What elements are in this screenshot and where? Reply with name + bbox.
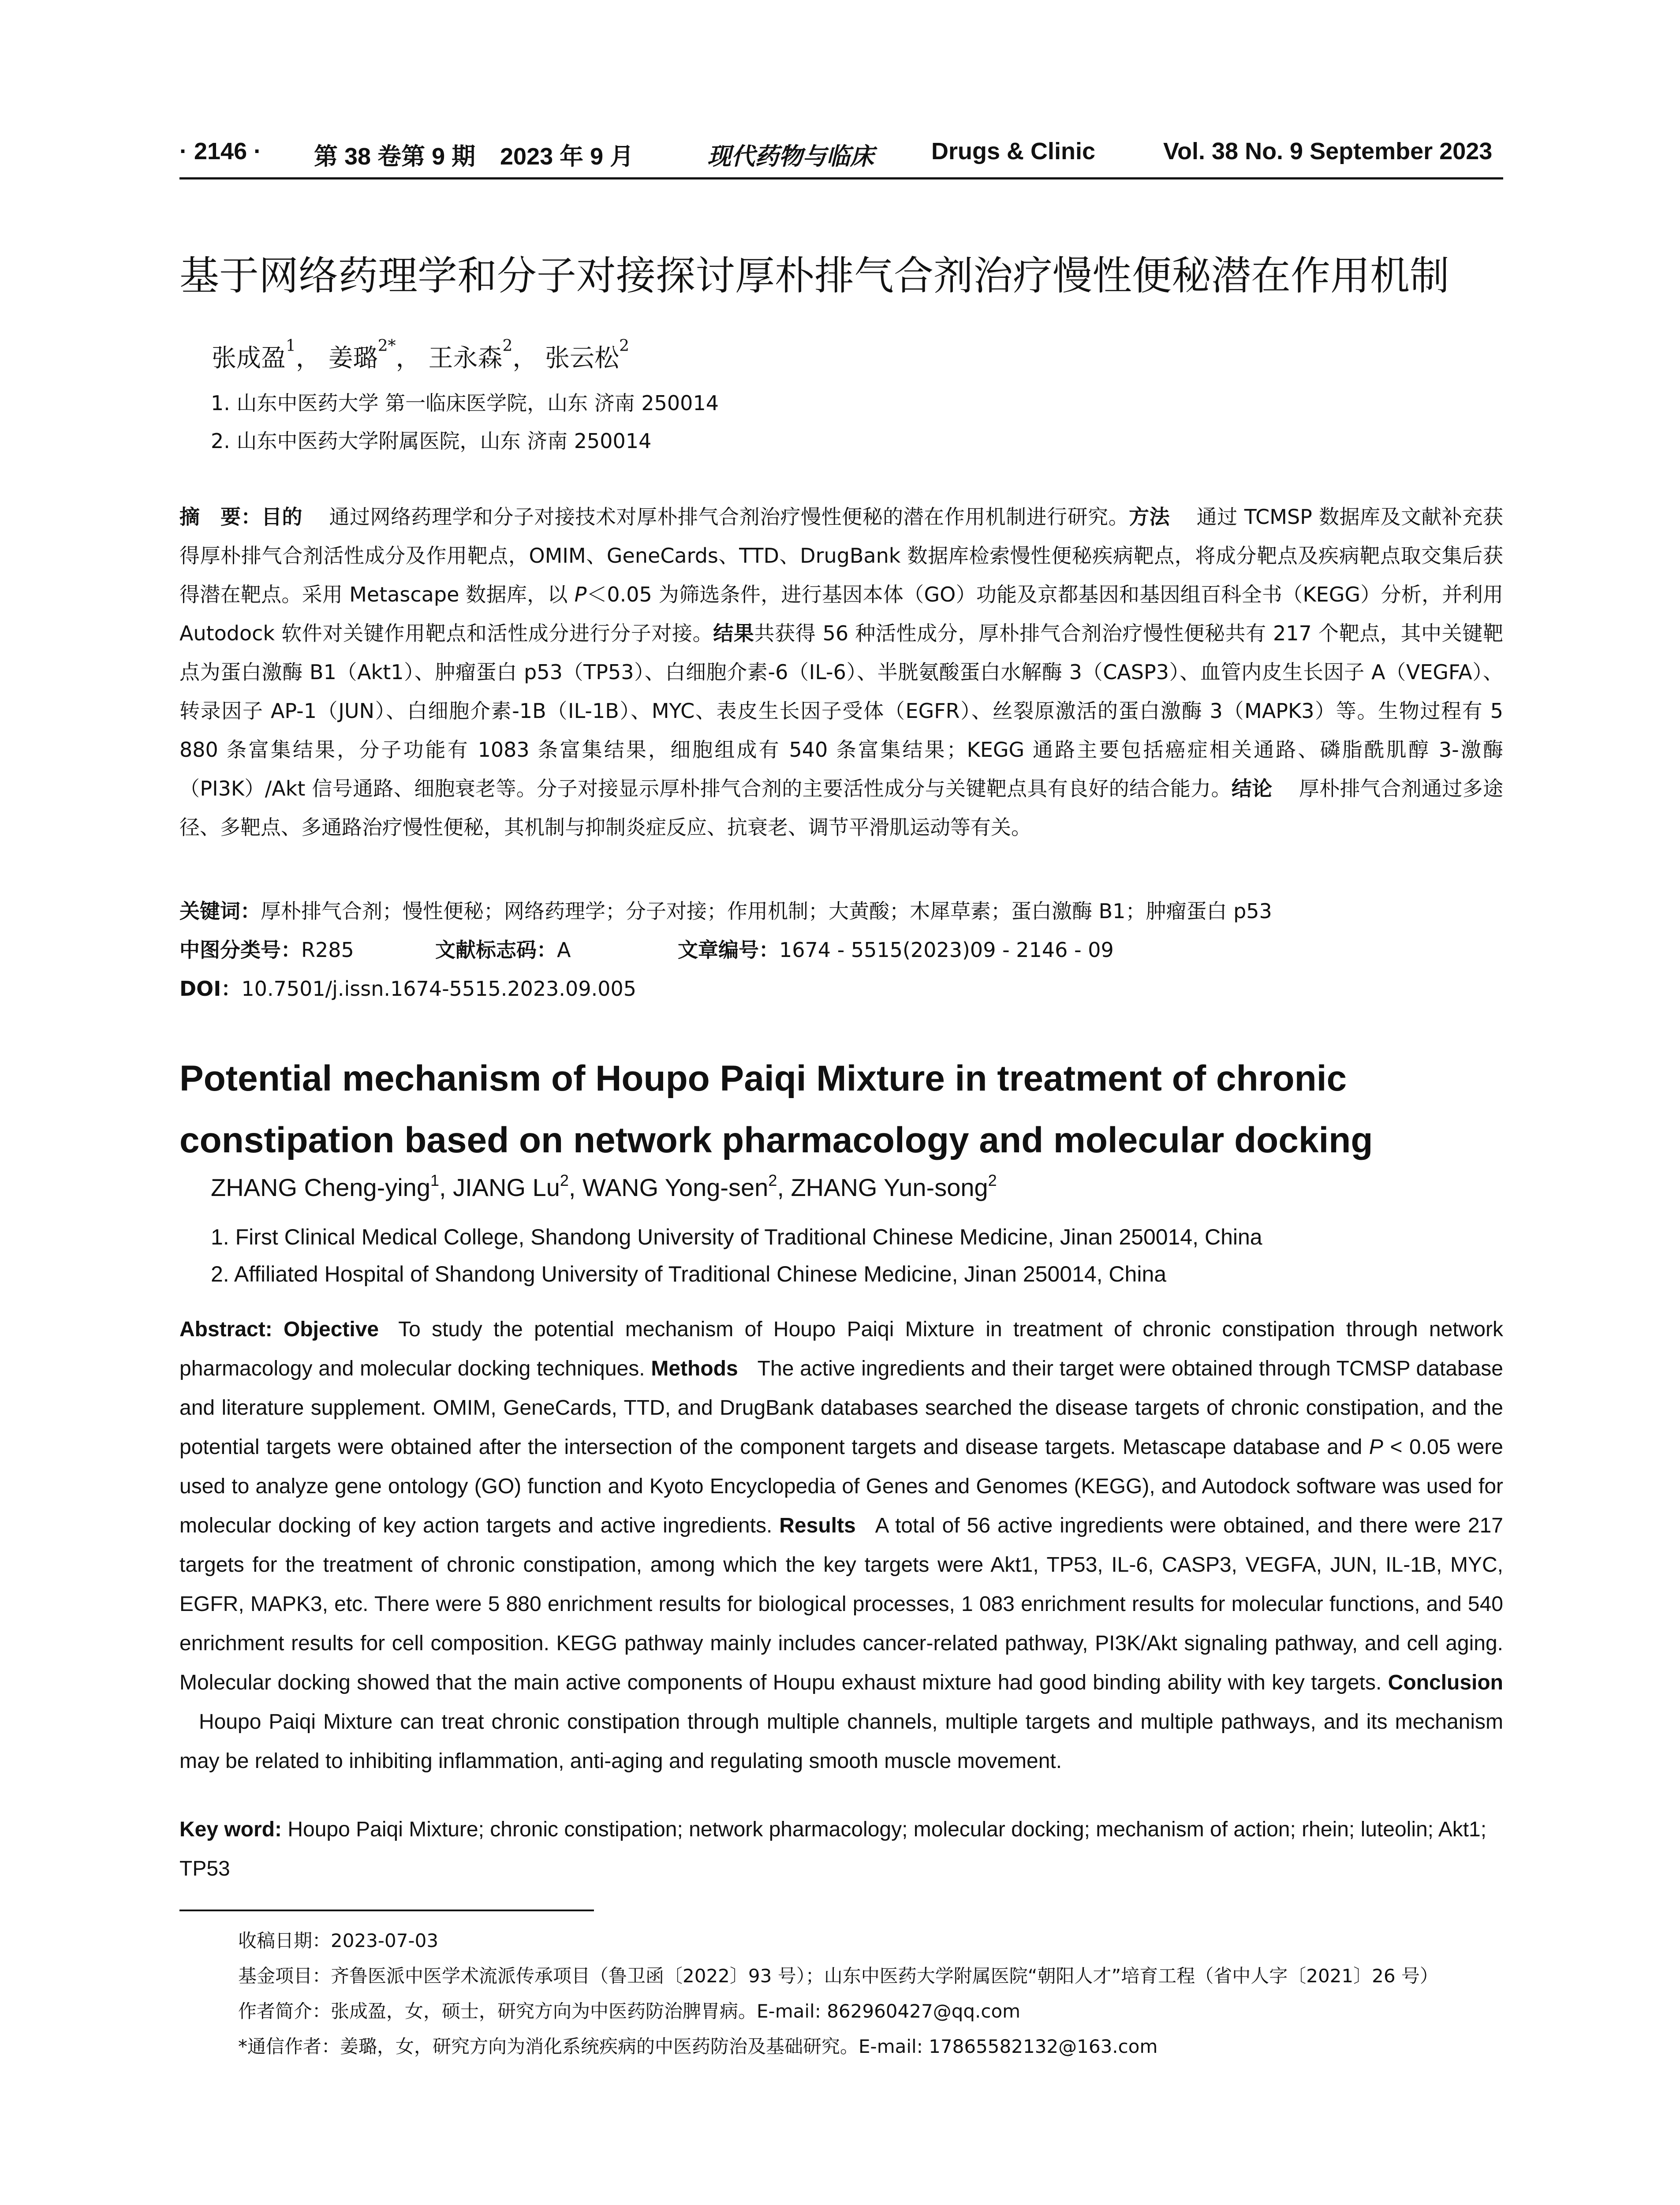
author-affiliation-mark: 2 [502, 337, 513, 355]
author-name: 张成盈 [212, 344, 286, 373]
keywords-en [179, 1810, 1503, 1888]
corresponding-value: 姜璐，女，研究方向为消化系统疾病的中医药防治及基础研究。E-mail: 17865582132@163.com [340, 2036, 1158, 2057]
conclusion-label: 结论 [1231, 777, 1273, 800]
received-date [238, 1925, 1504, 1957]
abstract-label: 摘 要： [179, 505, 262, 529]
footnote-rule [179, 1910, 594, 1911]
p-symbol: P [1369, 1435, 1383, 1459]
objective-label: Objective [284, 1318, 379, 1341]
doc-code-label: 文献标志码： [435, 938, 557, 962]
author-name: JIANG Lu [453, 1174, 560, 1201]
journal-name-en: Drugs & Clinic [931, 138, 1096, 164]
author-affiliation-mark: 2 [768, 1171, 777, 1189]
methods-text-cont: < 0.05 were used to analyze gene ontology (GO) function and Kyoto Encyclopedia of Genes and Genomes (KEGG), and Autodock software was used for molecular docking of key action targets and active ingredients. [179, 1435, 1504, 1537]
date-cn: 2023 年 9 月 [500, 143, 634, 170]
article-no-label: 文章编号： [678, 938, 779, 962]
affiliation-cn-2: 2. 山东中医药大学附属医院，山东 济南 250014 [211, 429, 652, 453]
doi-line [179, 973, 636, 1002]
header-rule [179, 177, 1503, 179]
conclusion-label: Conclusion [1388, 1671, 1503, 1694]
doi-value: 10.7501/j.issn.1674-5515.2023.09.005 [241, 977, 637, 1001]
methods-label: Methods [651, 1357, 738, 1380]
fund-value: 齐鲁医派中医学术流派传承项目（鲁卫函〔2022〕93 号）；山东中医药大学附属医院“朝阳人才”培育工程（省中人字〔2021〕26 号） [331, 1965, 1438, 1987]
objective-label: 目的 [261, 505, 303, 529]
author-affiliation-mark: 2 [560, 1171, 569, 1189]
author-affiliation-mark: 2* [377, 337, 396, 355]
issue-cn: 第 38 卷第 9 期 [314, 143, 476, 170]
keywords-text: 厚朴排气合剂；慢性便秘；网络药理学；分子对接；作用机制；大黄酸；木犀草素；蛋白激酶 B1；肿瘤蛋白 p53 [261, 899, 1272, 923]
affiliation-en-1: 1. First Clinical Medical College, Shandong University of Traditional Chinese Medicine, Jinan 250014, China [211, 1225, 1262, 1249]
objective-text: To study the potential mechanism of Houpo Paiqi Mixture in treatment of chronic constipation through network pharmacology and molecular docking techniques. [179, 1318, 1503, 1380]
author-name: ZHANG Yun-song [791, 1174, 988, 1201]
keywords-label: Key word: [179, 1818, 288, 1841]
conclusion-text: 厚朴排气合剂通过多途径、多靶点、多通路治疗慢性便秘，其机制与抑制炎症反应、抗衰老、调节平滑肌运动等有关。 [179, 777, 1504, 839]
article-no-value: 1674 - 5515(2023)09 - 2146 - 09 [779, 938, 1114, 962]
issue-en: Vol. 38 No. 9 September 2023 [1163, 138, 1493, 164]
author-name: ZHANG Cheng-ying [211, 1174, 430, 1201]
keywords-label: 关键词： [179, 899, 261, 923]
abstract-en [179, 1310, 1503, 1781]
affiliation-cn-1: 1. 山东中医药大学 第一临床医学院，山东 济南 250014 [211, 391, 719, 415]
author-info-value: 张成盈，女，硕士，研究方向为中医药防治脾胃病。E-mail: 862960427@qq.com [331, 2000, 1021, 2022]
author-name: 王永森 [428, 344, 503, 373]
author-affiliation-mark: 2 [988, 1171, 997, 1189]
methods-text: 通过 TCMSP 数据库及文献补充获得厚朴排气合剂活性成分及作用靶点，OMIM、GeneCards、TTD、DrugBank 数据库检索慢性便秘疾病靶点，将成分靶点及疾病靶点取交集后获得潜在靶点。采用 Metascape 数据库，以 [179, 505, 1504, 606]
fund-info [238, 1960, 1504, 1992]
author-info [238, 1995, 1504, 2028]
clc-label: 中图分类号： [179, 938, 301, 962]
author-list-cn: 张成盈$^1$， 姜璐$^{2*}$， 王永森$^2$， 张云松$^2$ [212, 337, 630, 373]
author-name: 姜璐 [328, 344, 378, 373]
objective-text: 通过网络药理学和分子对接技术对厚朴排气合剂治疗慢性便秘的潜在作用机制进行研究。 [329, 505, 1129, 529]
doi-label: DOI： [179, 977, 242, 1001]
abstract-label: Abstract: [179, 1318, 284, 1341]
author-list-en: ZHANG Cheng-ying$^1$, JIANG Lu$^2$, WANG Yong-sen$^2$, ZHANG Yun-song$^2$ [211, 1171, 997, 1201]
author-name: 张云松 [545, 344, 620, 373]
methods-text: The active ingredients and their target were obtained through TCMSP database and literature supplement. OMIM, GeneCards, TTD, and DrugBank databases searched the disease targets of chronic constipation, and the potential targets were obtained after the intersection of the component targets and disease targets. Metascape database and [179, 1357, 1503, 1459]
results-text: 共获得 56 种活性成分，厚朴排气合剂治疗慢性便秘共有 217 个靶点，其中关键靶点为蛋白激酶 B1（Akt1）、肿瘤蛋白 p53（TP53）、白细胞介素-6（IL-6）、半胱氨酸蛋白水解酶 3（CASP3）、血管内皮生长因子 A（VEGFA）、转录因子 AP-1（JUN）、白细胞介素-1B（IL-1B）、MYC、表皮生长因子受体（EGFR）、丝裂原激活的蛋白激酶 3（MAPK3）等。生物过程有 5 880 条富集结果，分子功能有 1083 条富集结果，细胞组成有 540 条富集结果；KEGG 通路主要包括癌症相关通路、磷脂酰肌醇 3-激酶（PI3K）/Akt 信号通路、细胞衰老等。分子对接显示厚朴排气合剂的主要活性成分与关键靶点具有良好的结合能力。 [179, 621, 1504, 800]
classification-line [179, 934, 1114, 963]
results-text: A total of 56 active ingredients were obtained, and there were 217 targets for the treatment of chronic constipation, among which the key targets were Akt1, TP53, IL-6, CASP3, VEGFA, JUN, IL-1B, MYC, EGFR, MAPK3, etc. There were 5 880 enrichment results for biological processes, 1 083 enrichment results for molecular functions, and 540 enrichment results for cell composition. KEGG pathway mainly includes cancer-related pathway, PI3K/Akt signaling pathway, and cell aging. Molecular docking showed that the main active components of Houpu exhaust mixture had good binding ability with key targets. [179, 1514, 1503, 1694]
author-info-label: 作者简介： [238, 2000, 331, 2022]
received-value: 2023-07-03 [331, 1930, 439, 1951]
author-affiliation-mark: 2 [619, 337, 630, 355]
methods-label: 方法 [1129, 505, 1170, 529]
article-title-cn: 基于网络药理学和分子对接探讨厚朴排气合剂治疗慢性便秘潜在作用机制 [179, 253, 1449, 299]
corresponding-label: *通信作者： [238, 2036, 340, 2057]
journal-name-cn: 现代药物与临床 [707, 142, 874, 170]
results-label: Results [779, 1514, 856, 1537]
page-number: · 2146 · [179, 138, 262, 164]
abstract-cn [179, 497, 1503, 847]
keywords-cn [179, 895, 1272, 924]
p-symbol: P [574, 583, 587, 606]
results-label: 结果 [713, 621, 754, 645]
article-title-en: Potential mechanism of Houpo Paiqi Mixture in treatment of chronic constipation based on network pharmacology and molecular docking [179, 1058, 1373, 1160]
footnotes [238, 1925, 1504, 2063]
author-affiliation-mark: 1 [430, 1171, 439, 1189]
affiliation-en-2: 2. Affiliated Hospital of Shandong University of Traditional Chinese Medicine, Jinan 250014, China [211, 1262, 1167, 1286]
received-label: 收稿日期： [238, 1930, 331, 1951]
fund-label: 基金项目： [238, 1965, 331, 1987]
author-name: WANG Yong-sen [582, 1174, 769, 1201]
conclusion-text: Houpo Paiqi Mixture can treat chronic constipation through multiple channels, multiple targets and multiple pathways, and its mechanism may be related to inhibiting inflammation, anti-aging and regulating smooth muscle movement. [179, 1710, 1503, 1773]
clc-value: R285 [301, 938, 354, 962]
keywords-text: Houpo Paiqi Mixture; chronic constipation; network pharmacology; molecular docking; mechanism of action; rhein; luteolin; Akt1; TP53 [179, 1818, 1487, 1880]
methods-text-cont: ＜0.05 为筛选条件，进行基因本体（GO）功能及京都基因和基因组百科全书（KEGG）分析，并利用 Autodock 软件对关键作用靶点和活性成分进行分子对接。 [179, 583, 1503, 645]
doc-code-value: A [557, 938, 571, 962]
corresponding-author [238, 2030, 1504, 2063]
author-affiliation-mark: 1 [286, 337, 296, 355]
